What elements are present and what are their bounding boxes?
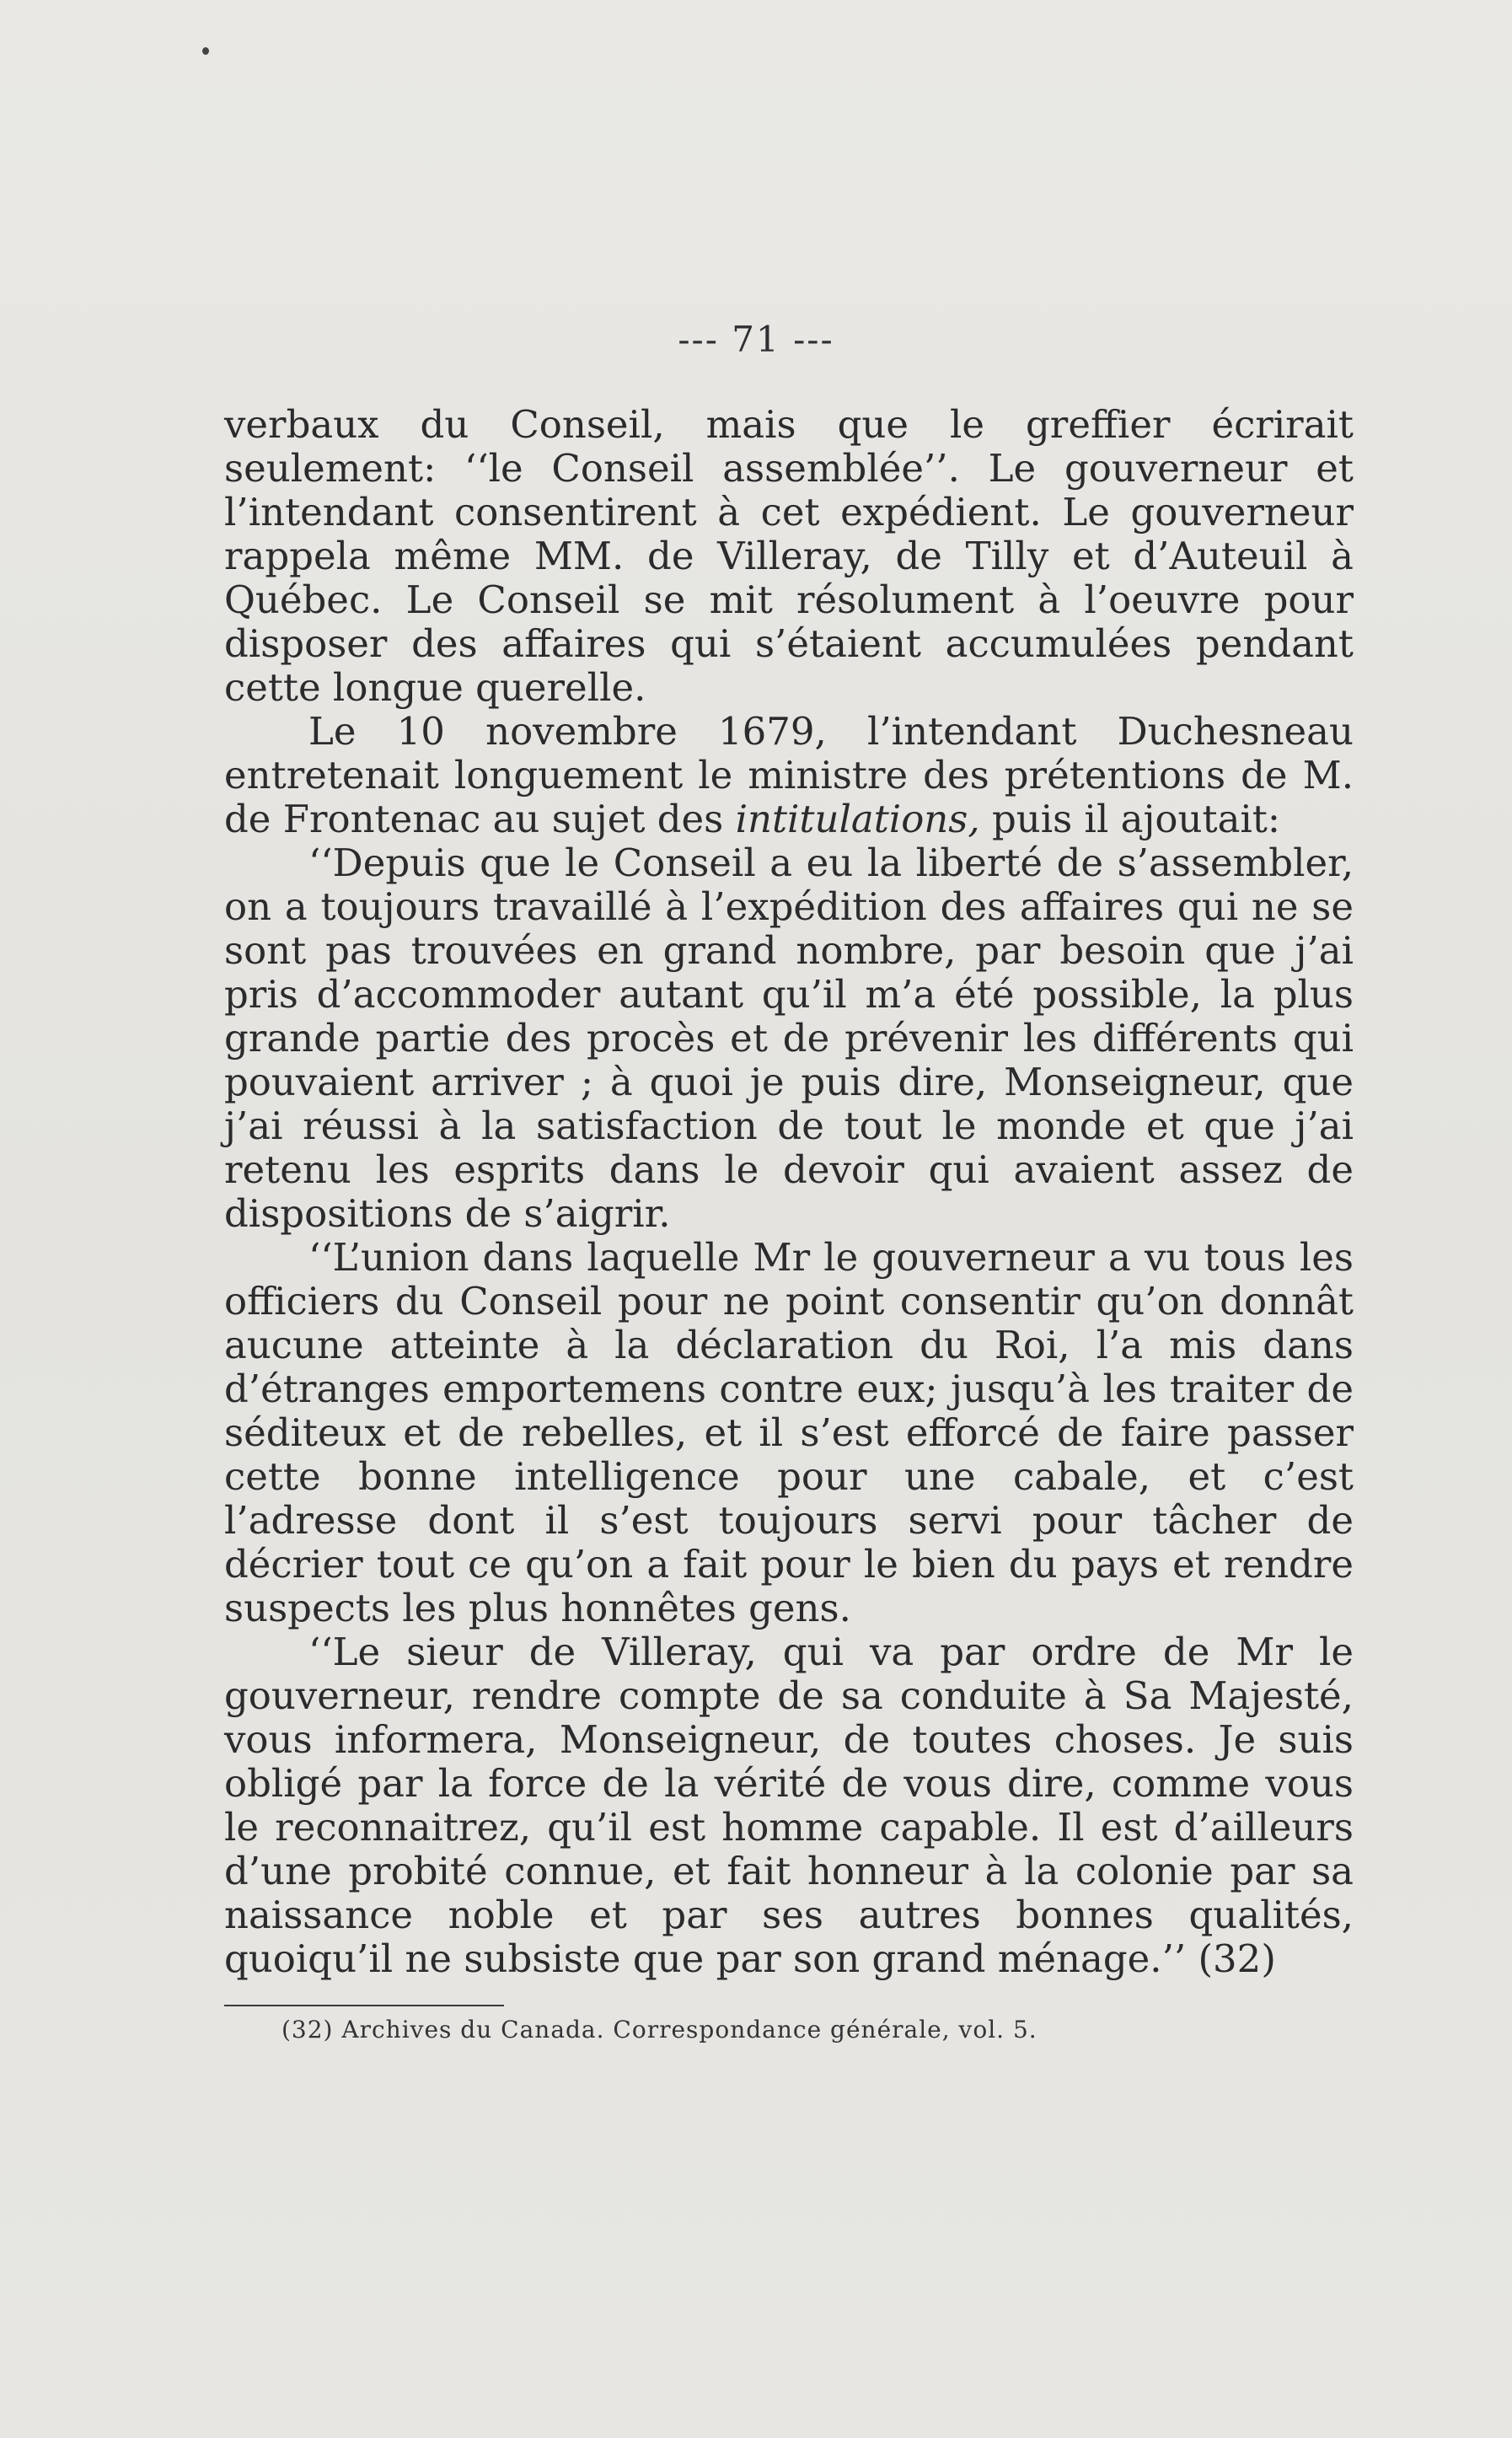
paragraph-5: ‘‘Le sieur de Villeray, qui va par ordre de Mr le gouverneur, rendre compte de sa conduite à Sa Majesté, vous informera, Monseigneur, de toutes choses. Je suis obligé par la force de la vérité de vous dire, comme vous le reconnaitrez, qu’il est homme capable. Il est d’ailleurs d’une probité connue, et fait honneur à la colonie par sa naissance noble et par ses autres bonnes qualités, quoiqu’il ne subsiste que par son grand ménage.’’ (32) — [224, 1630, 1354, 1981]
page-number: --- 71 --- — [678, 319, 834, 360]
ink-speck — [202, 47, 209, 55]
body-text — [224, 403, 1354, 1981]
paragraph-1: verbaux du Conseil, mais que le greffier écrirait seulement: ‘‘le Conseil assemblée’’. Le gouverneur et l’intendant consentirent à cet expédient. Le gouverneur rappela même MM. de Villeray, de Tilly et d’Auteuil à Québec. Le Conseil se mit résolument à l’oeuvre pour disposer des affaires qui s’étaient accumulées pendant cette longue querelle. — [224, 402, 1354, 710]
paragraph-2 — [224, 710, 1354, 841]
footnote: (32) Archives du Canada. Correspondance générale, vol. 5. — [281, 2016, 1037, 2043]
paragraph-2-lead: Le 10 novembre 1679, l’intendant Duchesneau entretenait longuement le ministre des prétentions de M. de Frontenac au sujet des — [224, 709, 1354, 841]
paragraph-4: ‘‘L’union dans laquelle Mr le gouverneur a vu tous les officiers du Conseil pour ne point consentir qu’on donnât aucune atteinte à la déclaration du Roi, l’a mis dans d’étranges emportemens contre eux; jusqu’à les traiter de séditeux et de rebelles, et il s’est efforcé de faire passer cette bonne intelligence pour une cabale, et c’est l’adresse dont il s’est toujours servi pour tâcher de décrier tout ce qu’on a fait pour le bien du pays et rendre suspects les plus honnêtes gens. — [224, 1235, 1354, 1630]
paragraph-2-tail: puis il ajoutait: — [979, 797, 1281, 841]
paragraph-3: ‘‘Depuis que le Conseil a eu la liberté de s’assembler, on a toujours travaillé à l’expédition des affaires qui ne se sont pas trouvées en grand nombre, par besoin que j’ai pris d’accommoder autant qu’il m’a été possible, la plus grande partie des procès et de prévenir les différents qui pouvaient arriver ; à quoi je puis dire, Monseigneur, que j’ai réussi à la satisfaction de tout le monde et que j’ai retenu les esprits dans le devoir qui avaient assez de dispositions de s’aigrir. — [224, 840, 1354, 1236]
emphasis-intitulations: intitulations, — [735, 797, 980, 841]
footnote-rule — [224, 2005, 504, 2006]
